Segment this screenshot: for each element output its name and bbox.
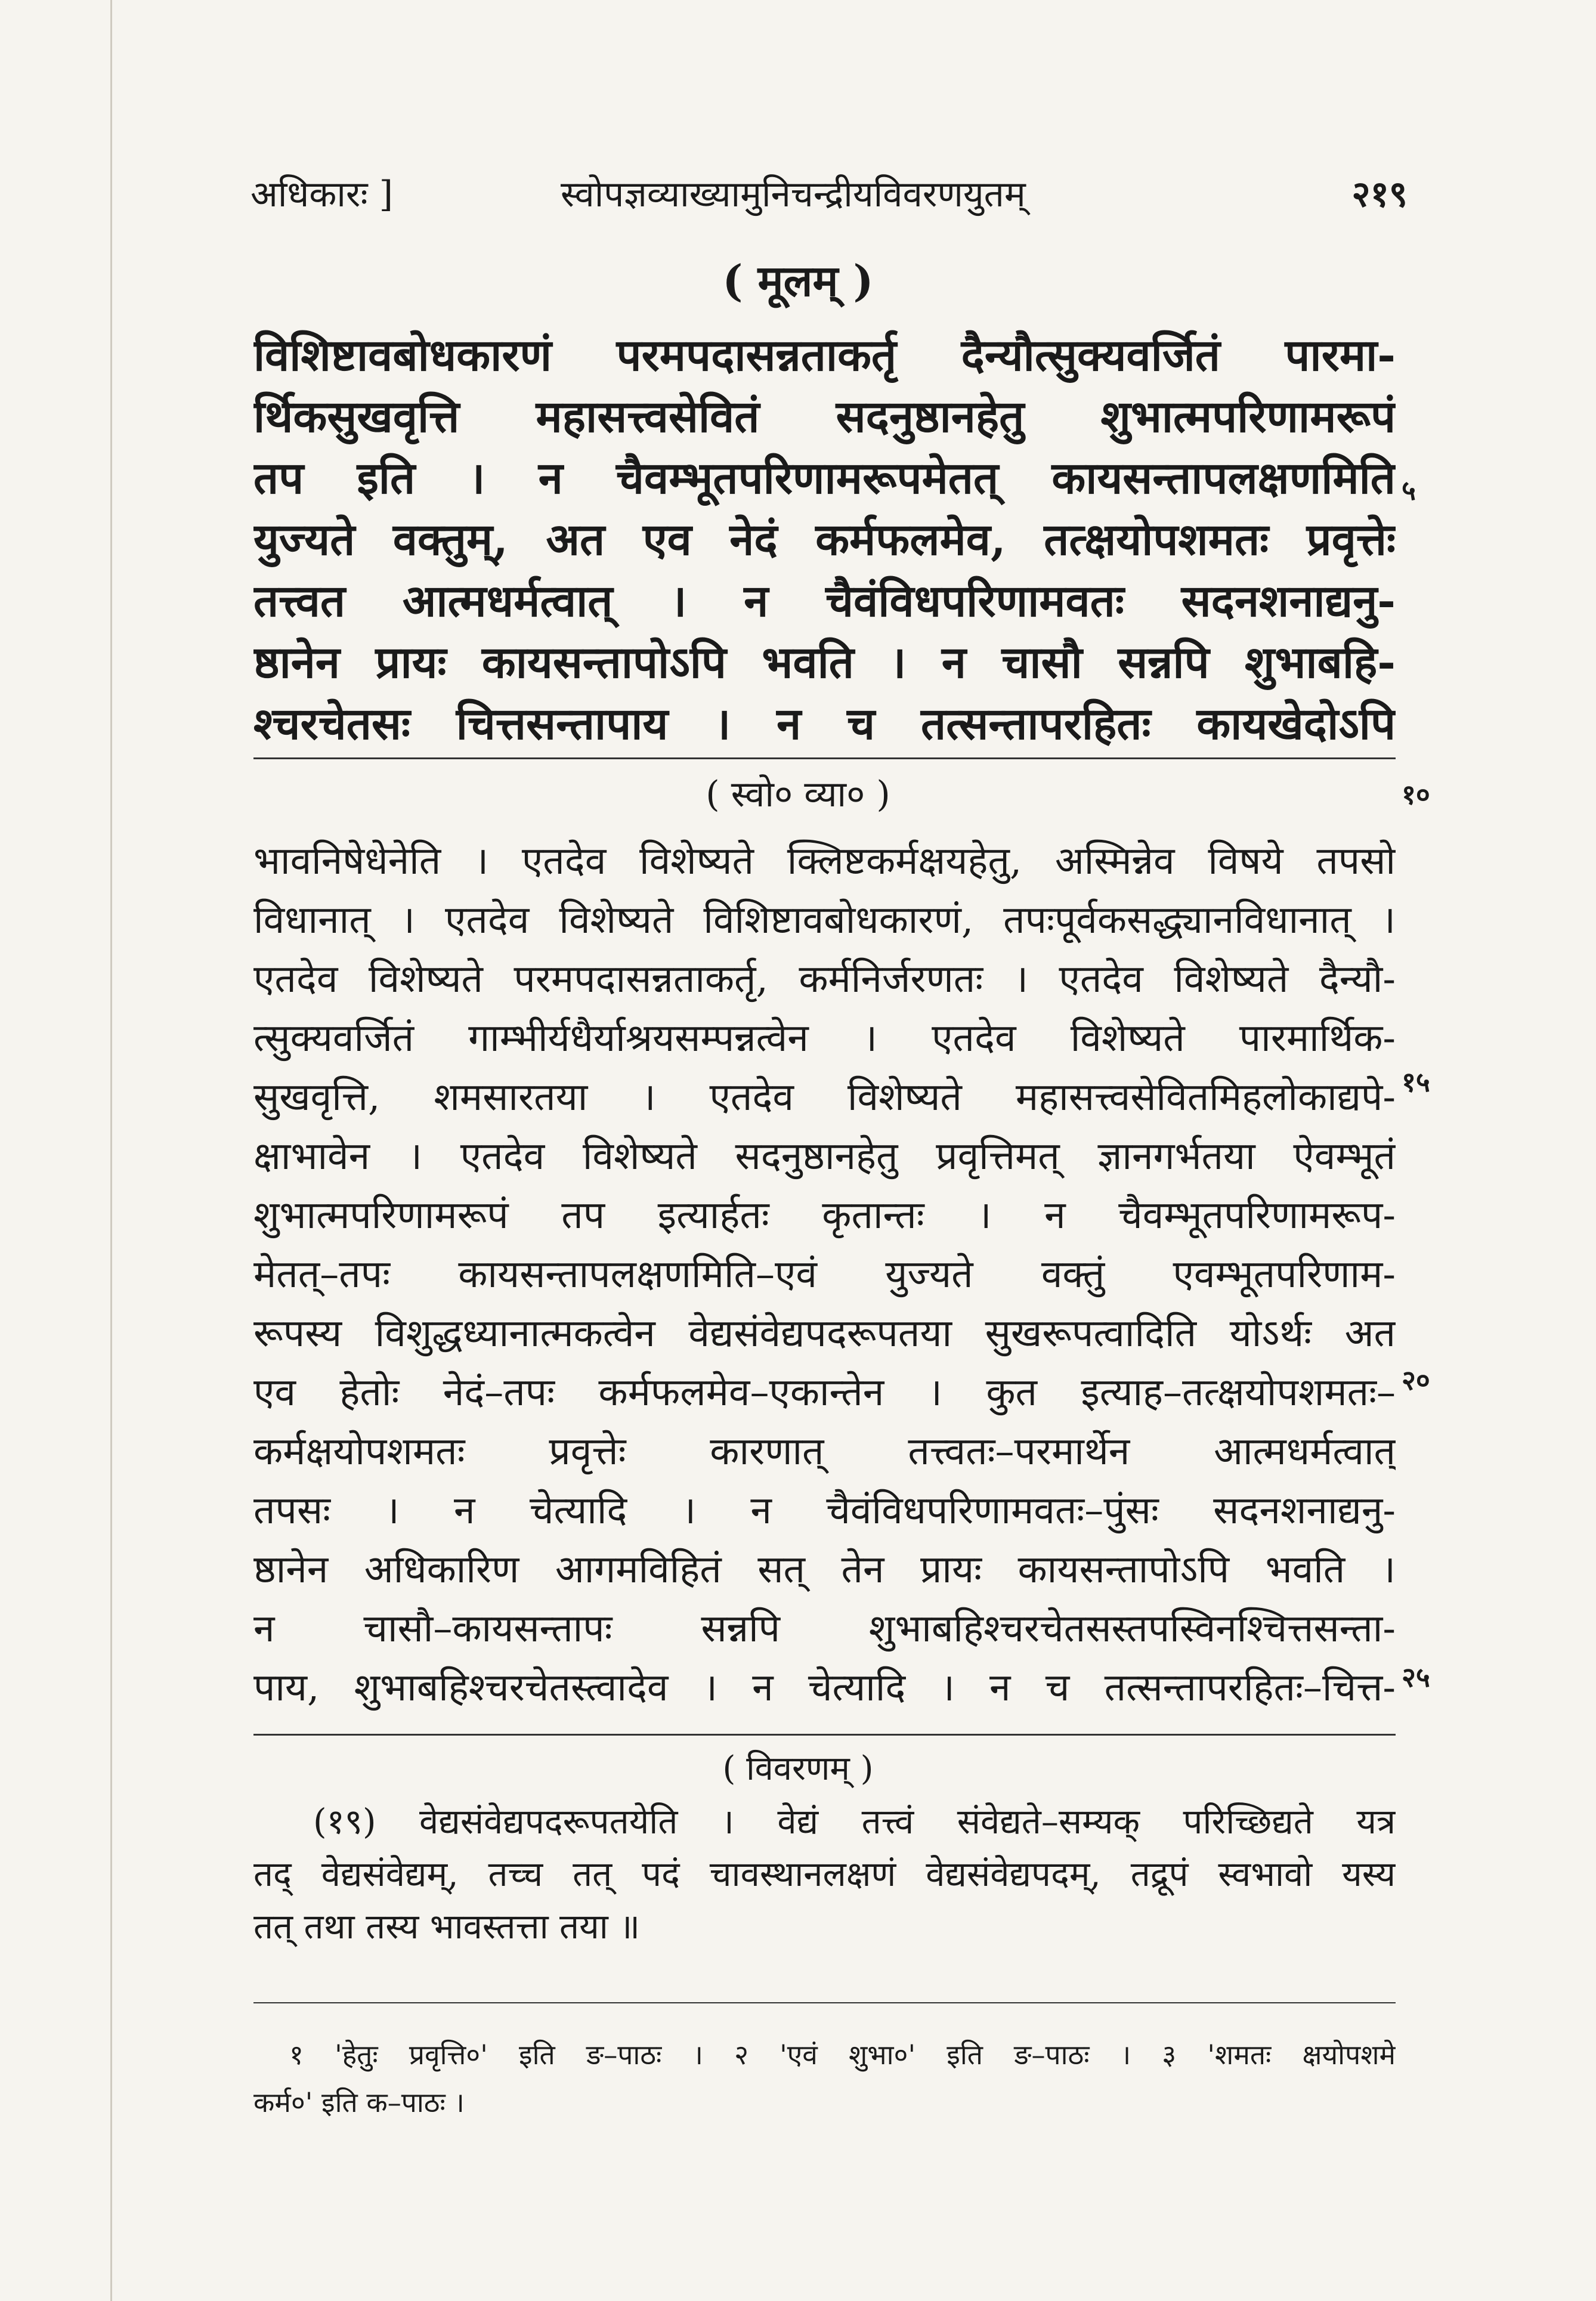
vivarana-line: तत् तथा तस्य भावस्तत्ता तया ॥ — [253, 1906, 640, 1947]
vyakhya-line: मेतत्–तपः कायसन्तापलक्षणमिति–एवं युज्यते वक्तुं एवम्भूतपरिणाम- — [253, 1252, 1396, 1297]
vivarana-line: तद् वेद्यसंवेद्यम्, तच्च तत् पदं चावस्थानलक्षणं वेद्यसंवेद्यपदम्, तद्रूपं स्वभावो यस्य — [253, 1854, 1396, 1894]
vivarana-heading: ( विवरणम् ) — [722, 1749, 874, 1788]
header-section: अधिकारः ] — [250, 174, 394, 215]
mula-line: तत्त्वत आत्मधर्मत्वात् । न चैवंविधपरिणामवतः सदनशनाद्यनु- — [253, 576, 1396, 627]
page-number: २१९ — [1351, 174, 1408, 215]
footnote-divider — [253, 2002, 1396, 2003]
mula-line: तप इति । न चैवम्भूतपरिणामरूपमेतत् कायसन्तापलक्षणमिति — [253, 453, 1396, 504]
mula-text — [253, 325, 1396, 755]
line-number-5: ५ — [1402, 474, 1416, 506]
line-number-10: १० — [1402, 778, 1430, 811]
running-header — [250, 168, 1408, 222]
line-number-15: १५ — [1402, 1066, 1430, 1098]
line-number-25: २५ — [1402, 1661, 1430, 1693]
mula-line: युज्यते वक्तुम्, अत एव नेदं कर्मफलमेव, तत्क्षयोपशमतः प्रवृत्तेः — [253, 514, 1396, 565]
section-divider — [253, 757, 1396, 759]
vyakhya-line: पाय, शुभाबहिश्चरचेतस्त्वादेव । न चेत्यादि । न च तत्सन्तापरहितः–चित्त- — [253, 1666, 1396, 1710]
mula-line: र्थिकसुखवृत्ति महासत्त्वसेवितं सदनुष्ठानहेतु शुभात्मपरिणामरूपं — [253, 391, 1396, 443]
line-number-20: २० — [1402, 1364, 1430, 1396]
vyakhya-line: त्सुक्यवर्जितं गाम्भीर्यधैर्याश्रयसम्पन्नत्वेन । एतदेव विशेष्यते पारमार्थिक- — [253, 1016, 1396, 1060]
vyakhya-line: कर्मक्षयोपशमतः प्रवृत्तेः कारणात् तत्त्वतः–परमार्थेन आत्मधर्मत्वात् — [253, 1430, 1396, 1474]
footnote-line: कर्म०' इति क–पाठः । — [253, 2086, 465, 2118]
vyakhya-line: एतदेव विशेष्यते परमपदासन्नताकर्तृ, कर्मनिर्जरणतः । एतदेव विशेष्यते दैन्यौ- — [253, 957, 1396, 1001]
mula-heading: ( मूलम् ) — [722, 255, 874, 306]
vivarana-line: (१९) वेद्यसंवेद्यपदरूपतयेति । वेद्यं तत्त्वं संवेद्यते–सम्यक् परिच्छिद्यते यत्र — [313, 1801, 1396, 1842]
mula-line: श्चरचेतसः चित्तसन्तापाय । न च तत्सन्तापरहितः कायखेदोऽपि — [253, 698, 1396, 750]
vyakhya-line: रूपस्य विशुद्धध्यानात्मकत्वेन वेद्यसंवेद्यपदरूपतया सुखरूपत्वादिति योऽर्थः अत — [253, 1312, 1396, 1356]
vyakhya-line: ष्ठानेन अधिकारिण आगमविहितं सत् तेन प्रायः कायसन्तापोऽपि भवति । — [253, 1548, 1396, 1592]
vyakhya-line: सुखवृत्ति, शमसारतया । एतदेव विशेष्यते महासत्त्वसेवितमिहलोकाद्यपे- — [253, 1075, 1396, 1119]
vivarana-text — [253, 1795, 1396, 1953]
vyakhya-heading: ( स्वो० व्या० ) — [706, 774, 890, 815]
vyakhya-line: न चासौ–कायसन्तापः सन्नपि शुभाबहिश्चरचेतसस्तपस्विनश्चित्तसन्ता- — [253, 1607, 1396, 1651]
header-title: स्वोपज्ञव्याख्यामुनिचन्द्रीयविवरणयुतम् — [561, 174, 1026, 215]
footnotes — [253, 2031, 1396, 2126]
vyakhya-line: विधानात् । एतदेव विशेष्यते विशिष्टावबोधकारणं, तपःपूर्वकसद्ध्यानविधानात् । — [253, 898, 1396, 942]
footnote-line: १ 'हेतुः प्रवृत्ति०' इति ङ–पाठः । २ 'एवं शुभा०' इति ङ–पाठः । ३ 'शमतः क्षयोपशमे — [289, 2039, 1396, 2071]
vyakhya-line: शुभात्मपरिणामरूपं तप इत्यार्हतः कृतान्तः । न चैवम्भूतपरिणामरूप- — [253, 1193, 1396, 1238]
mula-line: ष्ठानेन प्रायः कायसन्तापोऽपि भवति । न चासौ सन्नपि शुभाबहि- — [253, 637, 1396, 688]
vyakhya-line: एव हेतोः नेदं–तपः कर्मफलमेव–एकान्तेन । कुत इत्याह–तत्क्षयोपशमतः– — [253, 1371, 1396, 1415]
section-divider — [253, 1734, 1396, 1736]
vyakhya-line: तपसः । न चेत्यादि । न चैवंविधपरिणामवतः–पुंसः सदनशनाद्यनु- — [253, 1489, 1396, 1533]
binding-edge — [110, 0, 112, 2301]
vyakhya-text — [253, 832, 1396, 1718]
vyakhya-line: भावनिषेधेनेति । एतदेव विशेष्यते क्लिष्टकर्मक्षयहेतु, अस्मिन्नेव विषये तपसो — [253, 839, 1396, 883]
mula-line: विशिष्टावबोधकारणं परमपदासन्नताकर्तृ दैन्यौत्सुक्यवर्जितं पारमा- — [253, 330, 1396, 381]
vyakhya-line: क्षाभावेन । एतदेव विशेष्यते सदनुष्ठानहेतु प्रवृत्तिमत् ज्ञानगर्भतया ऐवम्भूतं — [253, 1134, 1396, 1179]
